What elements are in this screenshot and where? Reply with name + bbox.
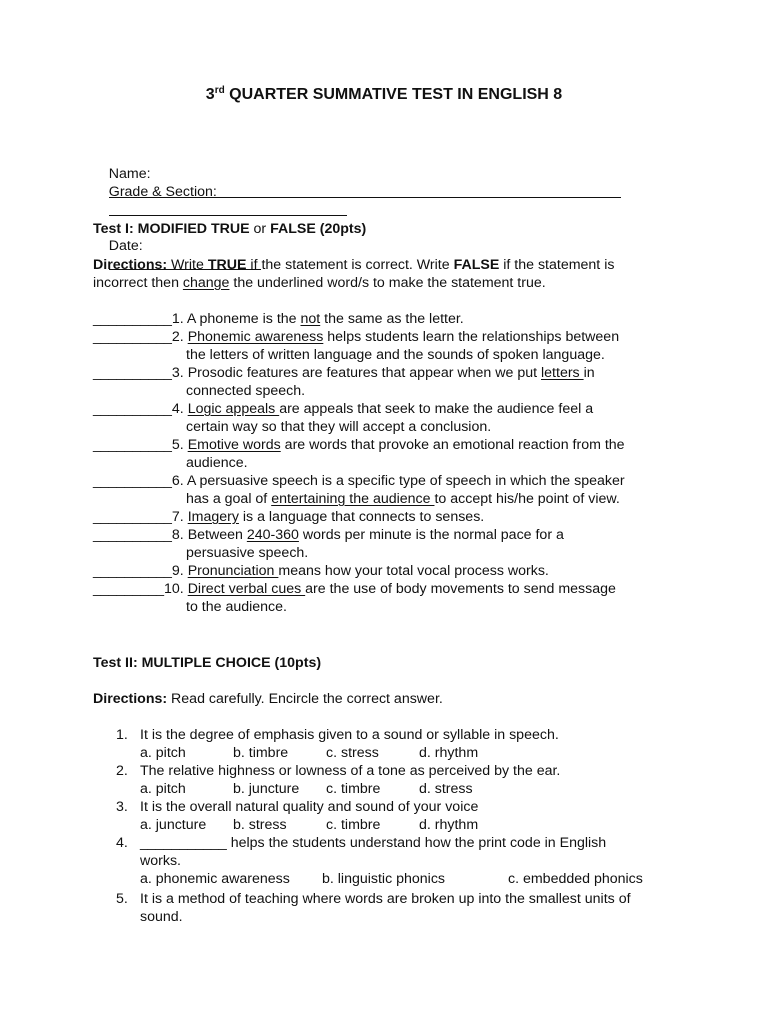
date-label: Date: <box>108 238 143 254</box>
test1-heading: Test I: MODIFIED TRUE or FALSE (20pts) <box>93 221 367 237</box>
answer-blank[interactable]: _________ <box>93 581 165 597</box>
test-page: 3rd QUARTER SUMMATIVE TEST IN ENGLISH 8 Name: Grade & Section: Date: Test I: MODIFIED TRUE or FALSE (20pts) Directions: Write TRUE if the statement is correct. Write FALSE if the statement is incorrect then change the underlined word/s to make the statement true. __________1. A phoneme is the not the same as the letter. __________2. Phonemic awareness helps students learn the relationships between the letters of written language and the sounds of spoken language. __________3. Prosodic features are features that appear when we put letters in connected speech. __________4. Logic appeals are appeals that seek to make the audience feel a certain way so that they will accept a conclusion. __________5. Emotive words are words that provoke an emotional reaction from the audience. __________6. A persuasive speech is a specific type of speech in which the speaker has a goal of entertaining the audience to accept his/he point of view. __________7. Imagery is a language that connects to senses. __________8. Between 240-360 words per minute is the normal pace for a persuasive speech. __________9. Pronunciation means how your total vocal process works. _________10. Direct verbal cues are the use of body movements to send message to the audience. Test II: MULTIPLE CHOICE (10pts) Directions: Read carefully. Encircle the correct answer. 1. It is the degree of emphasis given to a sound or syllable in speech. a. pitch b. timbre c. stress d. rhythm 2. The relative highness or lowness of a tone as perceived by the ear. a. pitch b. juncture c. timbre d. stress 3. It is the overall natural quality and sound of your voice a. juncture b. stress c. timbre d. rhythm 4. ___________ helps the students understand how the print code in English works. a. phonemic awareness b. linguistic phonics c. embedded phonics 5. It is a method of teaching where words are broken up into the smallest units of sound. <box>0 0 768 1024</box>
tf-item: __________2. Phonemic awareness helps students learn the relationships between the letters of written language and the sounds of spoken language. <box>93 329 620 363</box>
tf-item: __________6. A persuasive speech is a specific type of speech in which the speaker has a goal of entertaining the audience to accept his/he point of view. <box>93 473 625 507</box>
tf-item: __________5. Emotive words are words that provoke an emotional reaction from the audience. <box>93 437 625 471</box>
answer-blank[interactable]: __________ <box>93 311 172 327</box>
answer-blank[interactable]: __________ <box>93 437 172 453</box>
title-ordinal-suffix: rd <box>214 85 225 96</box>
directions-label: Directions: <box>93 691 168 707</box>
tf-item: __________1. A phoneme is the not the same as the letter. <box>93 311 464 327</box>
answer-blank[interactable]: __________ <box>93 473 172 489</box>
tf-item: __________7. Imagery is a language that connects to senses. <box>93 509 485 525</box>
answer-option[interactable]: d. rhythm <box>419 745 479 761</box>
answer-option[interactable]: d. rhythm <box>419 817 479 833</box>
answer-blank[interactable]: __________ <box>93 401 172 417</box>
test2-heading: Test II: MULTIPLE CHOICE (10pts) <box>93 655 322 671</box>
answer-option[interactable]: b. linguistic phonics <box>322 871 446 887</box>
test1-directions-line2: incorrect then change the underlined word/s to make the statement true. <box>93 275 546 291</box>
answer-blank[interactable]: __________ <box>93 329 172 345</box>
title-text: QUARTER SUMMATIVE TEST IN ENGLISH 8 <box>224 86 563 103</box>
answer-option[interactable]: c. stress <box>326 745 379 761</box>
grade-section-field[interactable] <box>109 201 347 216</box>
answer-blank[interactable]: __________ <box>93 365 172 381</box>
page-title <box>0 86 768 104</box>
answer-option[interactable]: a. phonemic awareness <box>140 871 290 887</box>
answer-option[interactable]: a. pitch <box>140 745 186 761</box>
tf-item: __________8. Between 240-360 words per minute is the normal pace for a persuasive speech. <box>93 527 564 561</box>
tf-item: __________3. Prosodic features are features that appear when we put letters in connected speech. <box>93 365 595 399</box>
answer-option[interactable]: c. embedded phonics <box>508 871 643 887</box>
test2-directions: Directions: Read carefully. Encircle the correct answer. <box>93 691 443 707</box>
name-label: Name: <box>108 166 151 182</box>
answer-option[interactable]: c. timbre <box>326 781 381 797</box>
answer-option[interactable]: d. stress <box>419 781 473 797</box>
answer-option[interactable]: b. timbre <box>233 745 289 761</box>
directions-label: Directions: <box>93 257 168 273</box>
test1-directions-line1: Directions: Write TRUE if the statement is correct. Write FALSE if the statement is <box>93 257 615 273</box>
tf-item: __________9. Pronunciation means how your total vocal process works. <box>93 563 549 579</box>
answer-blank[interactable]: __________ <box>93 527 172 543</box>
answer-blank[interactable]: __________ <box>93 563 172 579</box>
answer-option[interactable]: b. stress <box>233 817 287 833</box>
title-ordinal: 3 <box>205 86 215 103</box>
answer-option[interactable]: a. pitch <box>140 781 186 797</box>
answer-blank[interactable]: __________ <box>93 509 172 525</box>
tf-item: _________10. Direct verbal cues are the use of body movements to send message to the audience. <box>93 581 616 615</box>
answer-option[interactable]: a. juncture <box>140 817 207 833</box>
answer-option[interactable]: c. timbre <box>326 817 381 833</box>
answer-option[interactable]: b. juncture <box>233 781 300 797</box>
tf-item: __________4. Logic appeals are appeals that seek to make the audience feel a certain way so that they will accept a conclusion. <box>93 401 594 435</box>
grade-section-label: Grade & Section: <box>108 184 217 200</box>
